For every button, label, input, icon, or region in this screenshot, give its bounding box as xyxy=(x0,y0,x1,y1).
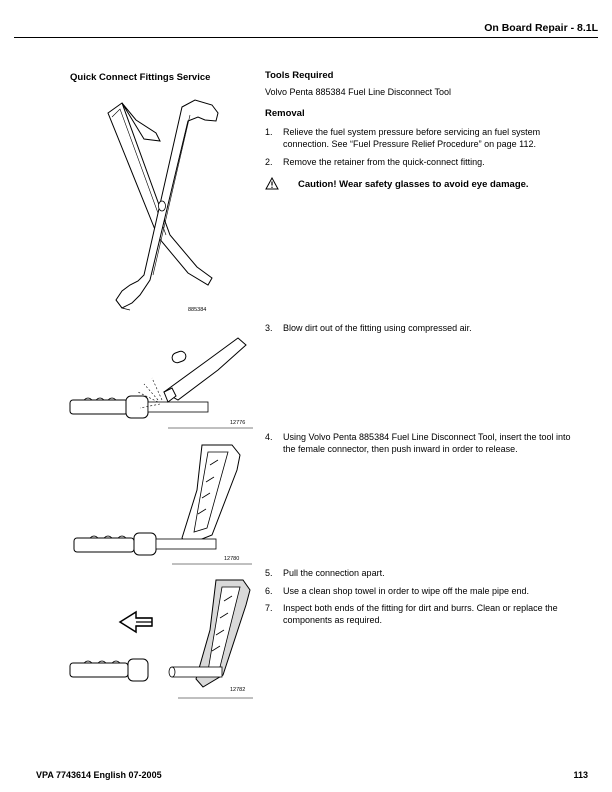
step-2 xyxy=(265,156,580,168)
page-header-title: On Board Repair - 8.1L xyxy=(484,22,598,34)
footer-document-id: VPA 7743614 English 07-2005 xyxy=(36,770,162,780)
figure-label: 12776 xyxy=(230,420,246,426)
step-6 xyxy=(265,585,580,597)
step-number: 5. xyxy=(265,568,273,578)
step-text: Pull the connection apart. xyxy=(283,568,385,578)
step-number: 6. xyxy=(265,586,273,596)
step-text: Remove the retainer from the quick-connect fitting. xyxy=(283,157,485,167)
figure-disconnect-tool xyxy=(100,95,225,320)
tools-block xyxy=(265,70,580,120)
step-text: Using Volvo Penta 885384 Fuel Line Disconnect Tool, insert the tool into the female connector, then push inward in order to release. xyxy=(283,432,571,454)
step-number: 3. xyxy=(265,323,273,333)
figure-label: 12782 xyxy=(230,687,246,693)
step-5 xyxy=(265,567,580,579)
figure-label: 885384 xyxy=(188,307,207,313)
warning-triangle-icon xyxy=(265,177,279,190)
header-rule xyxy=(14,37,598,38)
figure-label: 12780 xyxy=(224,556,240,562)
tools-item: Volvo Penta 885384 Fuel Line Disconnect Tool xyxy=(265,87,451,97)
step-4 xyxy=(265,431,580,455)
step-number: 7. xyxy=(265,603,273,613)
figure-pull-apart xyxy=(68,575,253,700)
step-text: Relieve the fuel system pressure before servicing an fuel system connection. See “Fuel Pressure Relief Procedure” on page 112. xyxy=(283,127,541,149)
caution-text: Caution! Wear safety glasses to avoid eye damage. xyxy=(298,179,529,190)
figure-blow-dirt xyxy=(68,330,253,430)
figure-insert-tool xyxy=(72,440,252,565)
step-number: 2. xyxy=(265,157,273,167)
step-7 xyxy=(265,602,580,626)
step-number: 4. xyxy=(265,432,273,442)
removal-heading: Removal xyxy=(265,108,305,119)
section-title: Quick Connect Fittings Service xyxy=(70,72,211,83)
step-text: Use a clean shop towel in order to wipe off the male pipe end. xyxy=(283,586,529,596)
air-nozzle-illustration xyxy=(68,330,253,430)
step-text: Blow dirt out of the fitting using compressed air. xyxy=(283,323,472,333)
step-text: Inspect both ends of the fitting for dirt and burrs. Clean or replace the components as required. xyxy=(283,603,558,625)
page-number: 113 xyxy=(573,770,588,780)
step-3 xyxy=(265,322,580,334)
step-1 xyxy=(265,126,580,150)
tools-heading: Tools Required xyxy=(265,70,334,81)
pull-apart-illustration xyxy=(68,575,253,700)
tool-insert-illustration xyxy=(72,440,252,565)
step-number: 1. xyxy=(265,127,273,137)
disconnect-tool-illustration xyxy=(100,95,225,320)
